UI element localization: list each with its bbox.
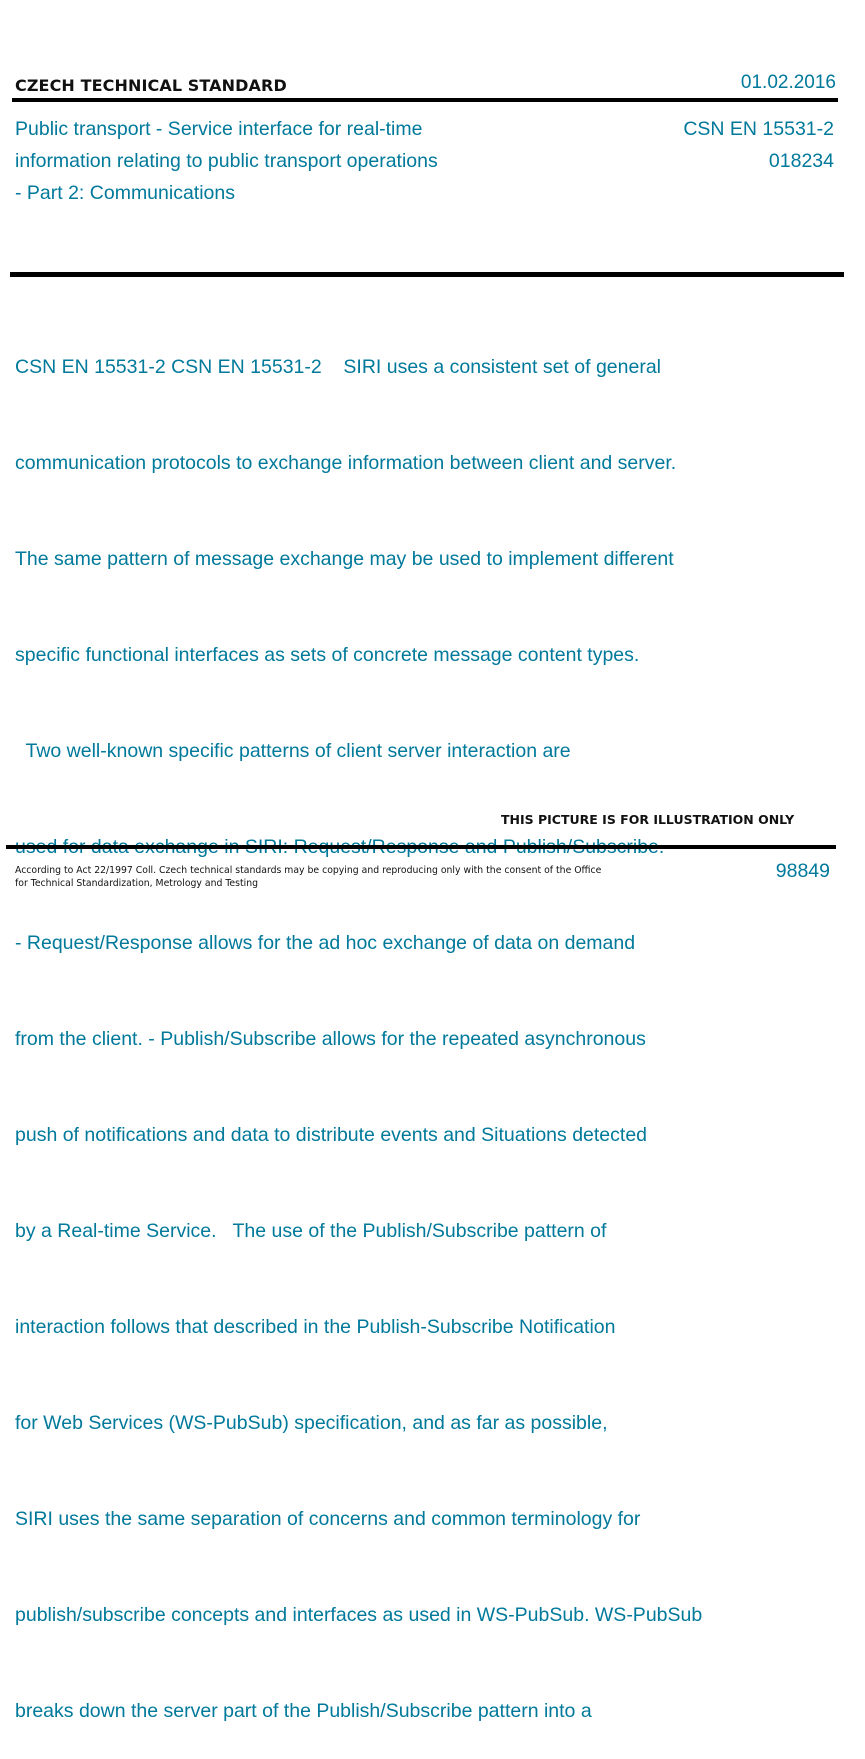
body-line: specific functional interfaces as sets of concrete message content types.	[15, 644, 640, 666]
body-line: breaks down the server part of the Publish/Subscribe pattern into a	[15, 1700, 592, 1722]
title-line: information relating to public transport operations	[15, 150, 438, 172]
body-line: - Request/Response allows for the ad hoc exchange of data on demand	[15, 932, 636, 954]
body-line: Two well-known specific patterns of client server interaction are	[15, 740, 571, 762]
legal-line: According to Act 22/1997 Coll. Czech technical standards may be copying and reproducing only with the consent of the Office	[15, 865, 602, 876]
standard-code: CSN EN 15531-2	[683, 118, 834, 140]
title-line: Public transport - Service interface for real-time	[15, 118, 423, 140]
footer-divider	[6, 845, 836, 849]
body-line: interaction follows that described in the Publish-Subscribe Notification	[15, 1316, 616, 1338]
body-line: publish/subscribe concepts and interfaces as used in WS-PubSub. WS-PubSub	[15, 1604, 703, 1626]
document-number: 98849	[775, 860, 830, 882]
title-divider	[10, 272, 844, 277]
publication-date: 01.02.2016	[740, 72, 836, 93]
body-line: communication protocols to exchange information between client and server.	[15, 452, 677, 474]
body-line: from the client. - Publish/Subscribe allows for the repeated asynchronous	[15, 1028, 646, 1050]
standard-identifiers	[683, 113, 834, 177]
catalog-number: 018234	[768, 150, 834, 172]
header-divider	[12, 98, 838, 102]
legal-line: for Technical Standardization, Metrology and Testing	[15, 878, 259, 889]
abstract-text	[15, 287, 702, 1759]
legal-notice	[15, 864, 601, 890]
illustration-disclaimer: THIS PICTURE IS FOR ILLUSTRATION ONLY	[501, 812, 795, 827]
title-line: - Part 2: Communications	[15, 182, 235, 204]
body-line: push of notifications and data to distribute events and Situations detected	[15, 1124, 648, 1146]
standard-title	[15, 113, 438, 209]
body-line: by a Real-time Service. The use of the Publish/Subscribe pattern of	[15, 1220, 607, 1242]
standard-type-heading: CZECH TECHNICAL STANDARD	[15, 76, 287, 95]
body-line: CSN EN 15531-2 CSN EN 15531-2 SIRI uses a consistent set of general	[15, 356, 661, 378]
body-line: for Web Services (WS-PubSub) specification, and as far as possible,	[15, 1412, 608, 1434]
body-line: The same pattern of message exchange may be used to implement different	[15, 548, 674, 570]
body-line: SIRI uses the same separation of concerns and common terminology for	[15, 1508, 641, 1530]
